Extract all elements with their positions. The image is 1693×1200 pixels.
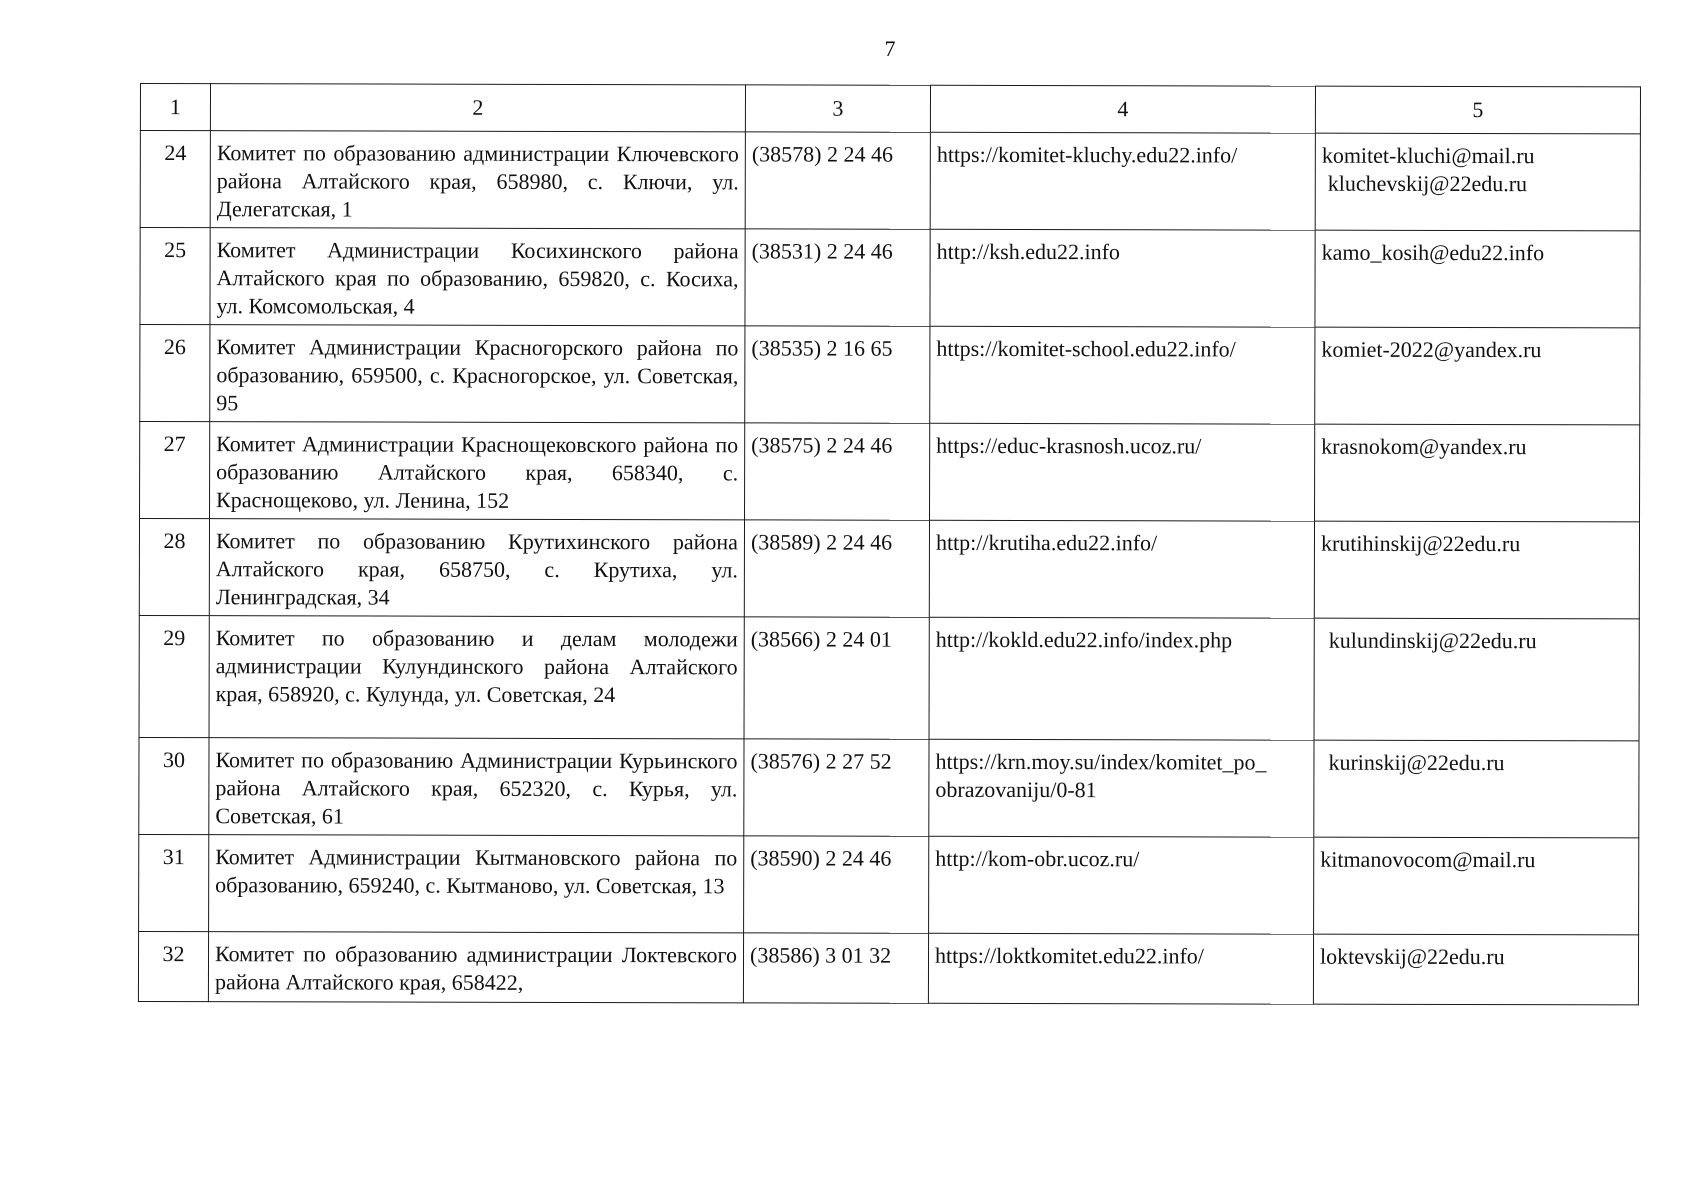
committee-name-address: Комитет по образованию Администрации Курьинского района Алтайского края, 652320, с. Курья, ул. Советская, 61 xyxy=(209,738,744,836)
phone-number: (38575) 2 24 46 xyxy=(745,423,930,520)
website-url: https://loktkomitet.edu22.info/ xyxy=(928,933,1313,1004)
table-row xyxy=(139,519,1639,619)
email-address: loktevskij@22edu.ru xyxy=(1313,934,1638,1005)
phone-number: (38578) 2 24 46 xyxy=(745,132,930,229)
email-address: kitmanovocom@mail.ru xyxy=(1314,837,1639,935)
website-url: http://kokld.edu22.info/index.php xyxy=(929,617,1314,740)
table-row xyxy=(140,131,1640,231)
column-header-2: 2 xyxy=(210,84,745,132)
committee-name-address: Комитет Администрации Краснощековского района по образованию Алтайского края, 658340, с. Краснощеково, ул. Ленина, 152 xyxy=(210,422,745,520)
row-number: 26 xyxy=(140,325,210,422)
row-number: 24 xyxy=(140,131,210,228)
committee-name-address: Комитет Администрации Красногорского района по образованию, 659500, с. Красногорское, ул. Советская, 95 xyxy=(210,325,745,423)
row-number: 32 xyxy=(138,931,208,1001)
email-secondary: kluchevskij@22edu.ru xyxy=(1327,170,1528,197)
row-number: 25 xyxy=(140,228,210,325)
table-row xyxy=(140,325,1640,425)
column-header-5: 5 xyxy=(1315,86,1640,134)
row-number: 29 xyxy=(139,615,209,737)
table-header-row xyxy=(140,84,1640,134)
website-url: https://komitet-school.edu22.info/ xyxy=(930,326,1315,424)
column-header-4: 4 xyxy=(930,85,1315,133)
committee-name-address: Комитет по образованию администрации Ключевского района Алтайского края, 658980, с. Ключи, ул. Делегатская, 1 xyxy=(210,131,745,229)
page-number: 7 xyxy=(884,36,896,61)
committee-name-address: Комитет Администрации Кытмановского района по образованию, 659240, с. Кытманово, ул. Советская, 13 xyxy=(209,835,744,933)
phone-number: (38590) 2 24 46 xyxy=(744,836,929,933)
email-address: kurinskij@22edu.ru xyxy=(1314,740,1639,838)
email-address: krutihinskij@22edu.ru xyxy=(1314,521,1639,619)
website-url: http://kom-obr.ucoz.ru/ xyxy=(929,836,1314,934)
email-address: komiet-2022@yandex.ru xyxy=(1315,327,1640,425)
phone-number: (38566) 2 24 01 xyxy=(744,617,929,739)
table-row xyxy=(140,228,1640,328)
table-row xyxy=(139,737,1639,837)
website-url: https://komitet-kluchy.edu22.info/ xyxy=(930,132,1315,230)
row-number: 30 xyxy=(139,737,209,834)
email-primary: komitet-kluchi@mail.ru xyxy=(1321,142,1535,169)
committee-name-address: Комитет по образованию Крутихинского района Алтайского края, 658750, с. Крутиха, ул. Ленинградская, 34 xyxy=(209,519,744,617)
website-url: https://educ-krasnosh.ucoz.ru/ xyxy=(930,423,1315,521)
table-row xyxy=(138,931,1638,1004)
email-address: kamo_kosih@edu22.info xyxy=(1315,230,1640,328)
phone-number: (38576) 2 27 52 xyxy=(744,739,929,836)
row-number: 31 xyxy=(139,834,209,931)
table-row xyxy=(139,615,1639,740)
email-address: kulundinskij@22edu.ru xyxy=(1314,618,1639,741)
email-address xyxy=(1315,133,1640,231)
email-address: krasnokom@yandex.ru xyxy=(1315,424,1640,522)
committee-name-address: Комитет Администрации Косихинского района Алтайского края по образованию, 659820, с. Косиха, ул. Комсомольская, 4 xyxy=(210,228,745,326)
table-row xyxy=(140,422,1640,522)
website-url: http://krutiha.edu22.info/ xyxy=(929,520,1314,618)
phone-number: (38589) 2 24 46 xyxy=(744,520,929,617)
website-url: http://ksh.edu22.info xyxy=(930,229,1315,327)
row-number: 27 xyxy=(140,422,210,519)
row-number: 28 xyxy=(139,519,209,616)
column-header-3: 3 xyxy=(745,85,930,132)
website-url: https://krn.moy.su/index/komitet_po_ obrazovaniju/0-81 xyxy=(929,739,1314,837)
education-committees-table xyxy=(138,83,1641,1005)
phone-number: (38531) 2 24 46 xyxy=(745,229,930,326)
table-row xyxy=(139,834,1639,934)
committee-name-address: Комитет по образованию и делам молодежи администрации Кулундинского района Алтайского края, 658920, с. Кулунда, ул. Советская, 24 xyxy=(209,616,744,739)
committee-name-address: Комитет по образованию администрации Локтевского района Алтайского края, 658422, xyxy=(208,932,743,1003)
phone-number: (38586) 3 01 32 xyxy=(743,933,928,1003)
phone-number: (38535) 2 16 65 xyxy=(745,326,930,423)
column-header-1: 1 xyxy=(140,84,210,131)
